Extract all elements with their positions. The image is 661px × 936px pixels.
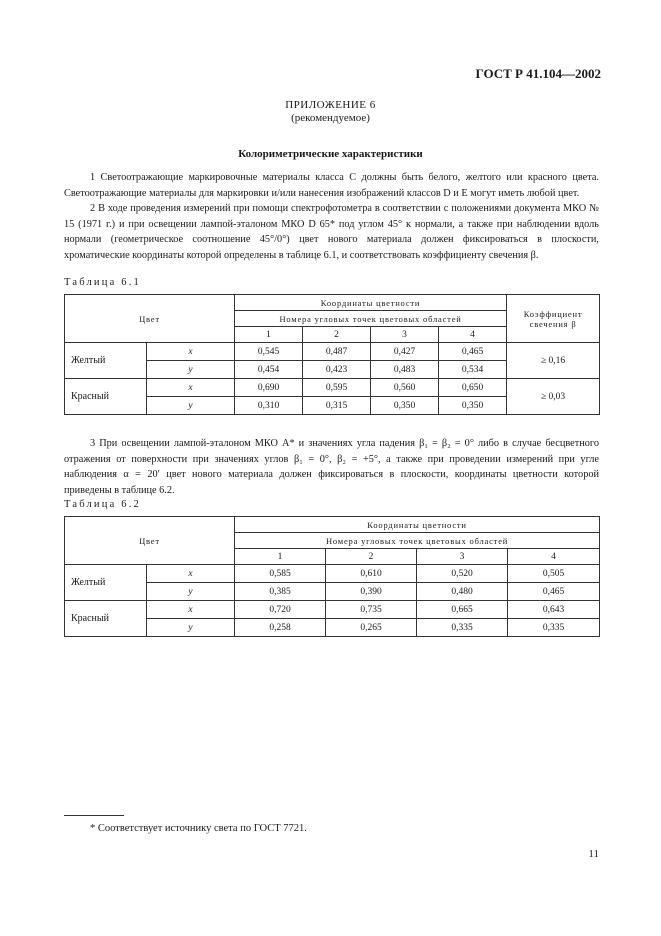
table-cell: 0,423 — [303, 361, 371, 379]
coord-label: y — [147, 619, 235, 637]
coord-label: y — [147, 583, 235, 601]
table-cell: 0,335 — [508, 619, 600, 637]
table-header-points: Номера угловых точек цветовых областей — [235, 533, 600, 549]
table-cell: 0,483 — [371, 361, 439, 379]
paragraph-1: 1 Светоотражающие маркировочные материалы класса C должны быть белого, желтого или красного цвета. Светоотражающие материалы для маркировки и/или нанесения изображений классов D и E могут иметь любой цвет. — [64, 172, 599, 199]
table-6-2 — [64, 516, 600, 637]
table-header-coefficient: Коэффициент свечения β — [507, 295, 600, 343]
paragraph-2: 2 В ходе проведения измерений при помощи спектрофотометра в соответствии с положениями документа МКО № 15 (1971 г.) и при освещении лампой-эталоном МКО D 65* под углом 45° к нормали, а также при наблюдении вдоль нормали (геометрическое соотношение 45°/0°) цвет нового материала должен фиксироваться в плоскости, хроматические координаты которой определены в таблице 6.1, и соответствовать коэффициенту свечения β. — [64, 203, 599, 261]
table-cell: 0,350 — [371, 397, 439, 415]
point-number: 2 — [326, 549, 417, 565]
table-cell: 0,690 — [235, 379, 303, 397]
paragraph-block-3 — [64, 436, 599, 498]
point-number: 4 — [508, 549, 600, 565]
table-cell: 0,465 — [439, 343, 507, 361]
coefficient-value: ≥ 0,03 — [507, 379, 600, 415]
appendix-header — [0, 99, 661, 125]
appendix-title: ПРИЛОЖЕНИЕ 6 — [285, 99, 376, 111]
table-cell: 0,487 — [303, 343, 371, 361]
table-cell: 0,610 — [326, 565, 417, 583]
table-cell: 0,735 — [326, 601, 417, 619]
table-cell: 0,390 — [326, 583, 417, 601]
table-header-color: Цвет — [65, 295, 235, 343]
table-6-1-caption: Таблица 6.1 — [64, 277, 141, 288]
section-heading: Колориметрические характеристики — [238, 148, 423, 160]
table-cell: 0,545 — [235, 343, 303, 361]
table-row — [65, 379, 600, 397]
point-number: 4 — [439, 327, 507, 343]
color-name: Красный — [65, 379, 147, 415]
point-number: 3 — [417, 549, 508, 565]
footnote: * Соответствует источнику света по ГОСТ 7721. — [90, 823, 307, 834]
point-number: 1 — [235, 549, 326, 565]
table-6-2-caption: Таблица 6.2 — [64, 499, 141, 510]
table-row — [65, 565, 600, 583]
document-code: ГОСТ Р 41.104—2002 — [475, 66, 601, 81]
point-number: 3 — [371, 327, 439, 343]
paragraph-block-1 — [64, 170, 599, 263]
table-cell: 0,385 — [235, 583, 326, 601]
table-header-color: Цвет — [65, 517, 235, 565]
table-cell: 0,310 — [235, 397, 303, 415]
page-number: 11 — [588, 848, 599, 860]
table-header-points: Номера угловых точек цветовых областей — [235, 311, 507, 327]
color-name: Желтый — [65, 565, 147, 601]
coord-label: x — [147, 601, 235, 619]
table-header-coords: Координаты цветности — [235, 295, 507, 311]
table-cell: 0,585 — [235, 565, 326, 583]
color-name: Красный — [65, 601, 147, 637]
paragraph-3: 3 При освещении лампой-эталоном МКО A* и значениях угла падения β₁ = β₂ = 0° либо в случае бесцветного отражения от поверхности при значениях углов β₁ = 0°, β₂ = +5°, а также при проведении измерений при угле наблюдения α = 20′ цвет нового материала должен фиксироваться в плоскости, координаты цветности которой приведены в таблице 6.2. — [64, 438, 599, 496]
table-cell: 0,315 — [303, 397, 371, 415]
table-cell: 0,258 — [235, 619, 326, 637]
coord-label: x — [147, 565, 235, 583]
table-header-coords: Координаты цветности — [235, 517, 600, 533]
table-cell: 0,720 — [235, 601, 326, 619]
table-cell: 0,350 — [439, 397, 507, 415]
point-number: 2 — [303, 327, 371, 343]
table-cell: 0,665 — [417, 601, 508, 619]
table-cell: 0,427 — [371, 343, 439, 361]
table-cell: 0,335 — [417, 619, 508, 637]
table-cell: 0,480 — [417, 583, 508, 601]
coord-label: x — [147, 379, 235, 397]
footnote-divider — [64, 815, 124, 816]
table-cell: 0,650 — [439, 379, 507, 397]
table-cell: 0,505 — [508, 565, 600, 583]
table-cell: 0,534 — [439, 361, 507, 379]
table-cell: 0,560 — [371, 379, 439, 397]
coord-label: x — [147, 343, 235, 361]
point-number: 1 — [235, 327, 303, 343]
table-6-1 — [64, 294, 600, 415]
table-cell: 0,520 — [417, 565, 508, 583]
coefficient-value: ≥ 0,16 — [507, 343, 600, 379]
table-cell: 0,595 — [303, 379, 371, 397]
table-cell: 0,265 — [326, 619, 417, 637]
table-row — [65, 601, 600, 619]
color-name: Желтый — [65, 343, 147, 379]
coord-label: y — [147, 361, 235, 379]
table-row — [65, 343, 600, 361]
table-cell: 0,643 — [508, 601, 600, 619]
table-cell: 0,454 — [235, 361, 303, 379]
table-cell: 0,465 — [508, 583, 600, 601]
coord-label: y — [147, 397, 235, 415]
appendix-subtitle: (рекомендуемое) — [291, 112, 370, 124]
